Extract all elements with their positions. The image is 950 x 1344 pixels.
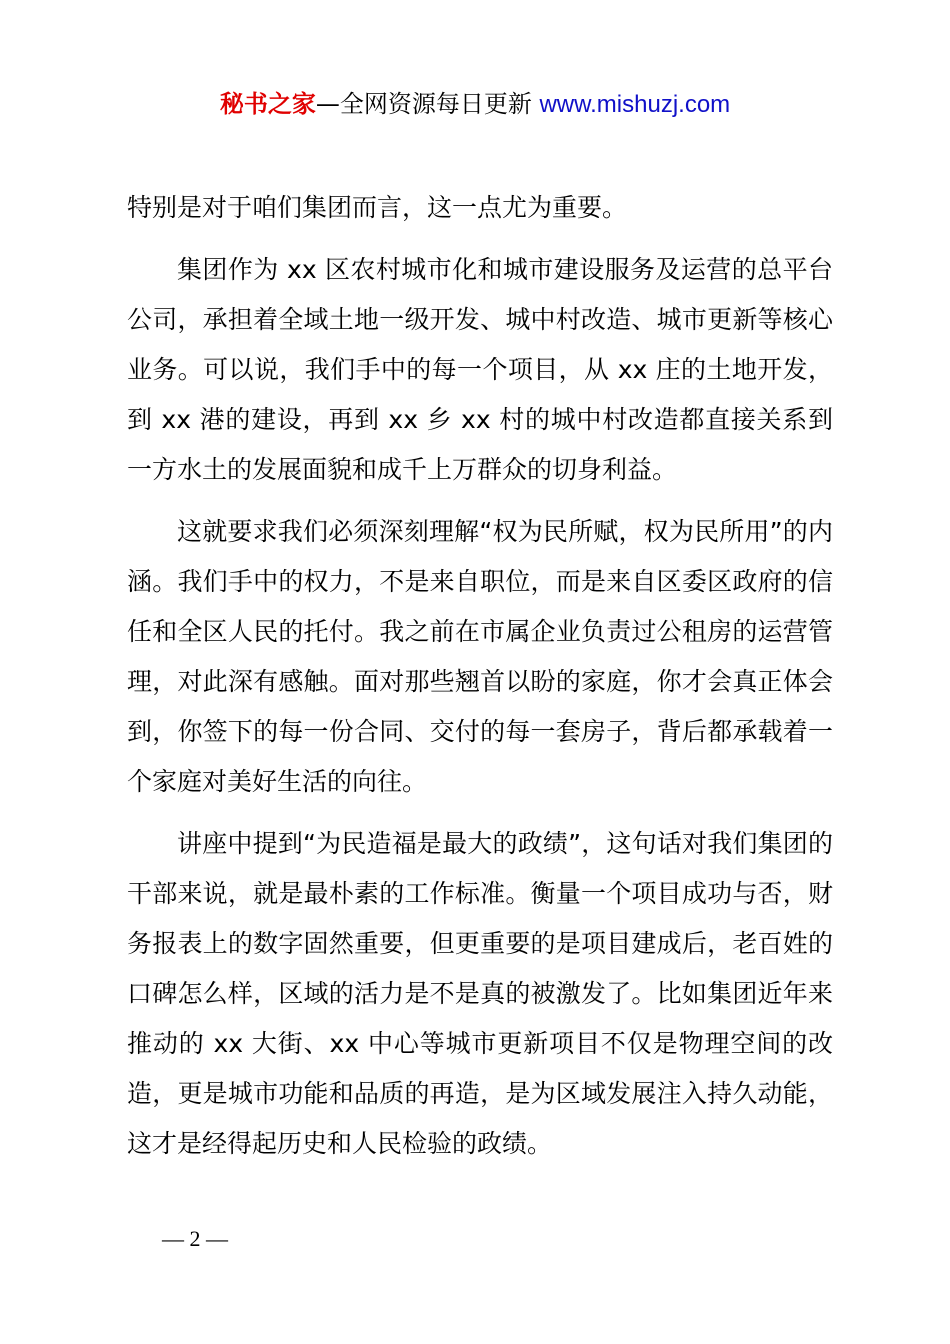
page-number: — 2 — bbox=[162, 1226, 228, 1251]
site-url-link[interactable]: www.mishuzj.com bbox=[539, 91, 731, 118]
brand-name: 秘书之家 bbox=[219, 90, 316, 118]
paragraph-1: 特别是对于咱们集团而言，这一点尤为重要。 bbox=[127, 193, 628, 222]
page-header bbox=[0, 84, 950, 125]
header-tagline: —全网资源每日更新 bbox=[315, 90, 532, 118]
paragraph-2: 集团作为 xx 区农村城市化和城市建设服务及运营的总平台公司，承担着全域土地一级开发、城中村改造、城市更新等核心业务。可以说，我们手中的每一个项目，从 xx 庄的土地开发，到 xx 港的建设，再到 xx 乡 xx 村的城中村改造都直接关系到一方水土的发展面貌和成千上万群众的切身利益。 bbox=[127, 255, 833, 484]
paragraph-3: 这就要求我们必须深刻理解“权为民所赋，权为民所用”的内涵。我们手中的权力，不是来自职位，而是来自区委区政府的信任和全区人民的托付。我之前在市属企业负责过公租房的运营管理，对此深有感触。面对那些翘首以盼的家庭，你才会真正体会到，你签下的每一份合同、交付的每一套房子，背后都承载着一个家庭对美好生活的向往。 bbox=[127, 517, 833, 796]
paragraph-4: 讲座中提到“为民造福是最大的政绩”，这句话对我们集团的干部来说，就是最朴素的工作标准。衡量一个项目成功与否，财务报表上的数字固然重要，但更重要的是项目建成后，老百姓的口碑怎么样，区域的活力是不是真的被激发了。比如集团近年来推动的 xx 大街、xx 中心等城市更新项目不仅是物理空间的改造，更是城市功能和品质的再造，是为区域发展注入持久动能，这才是经得起历史和人民检验的政绩。 bbox=[127, 829, 833, 1158]
document-body bbox=[127, 183, 833, 1181]
